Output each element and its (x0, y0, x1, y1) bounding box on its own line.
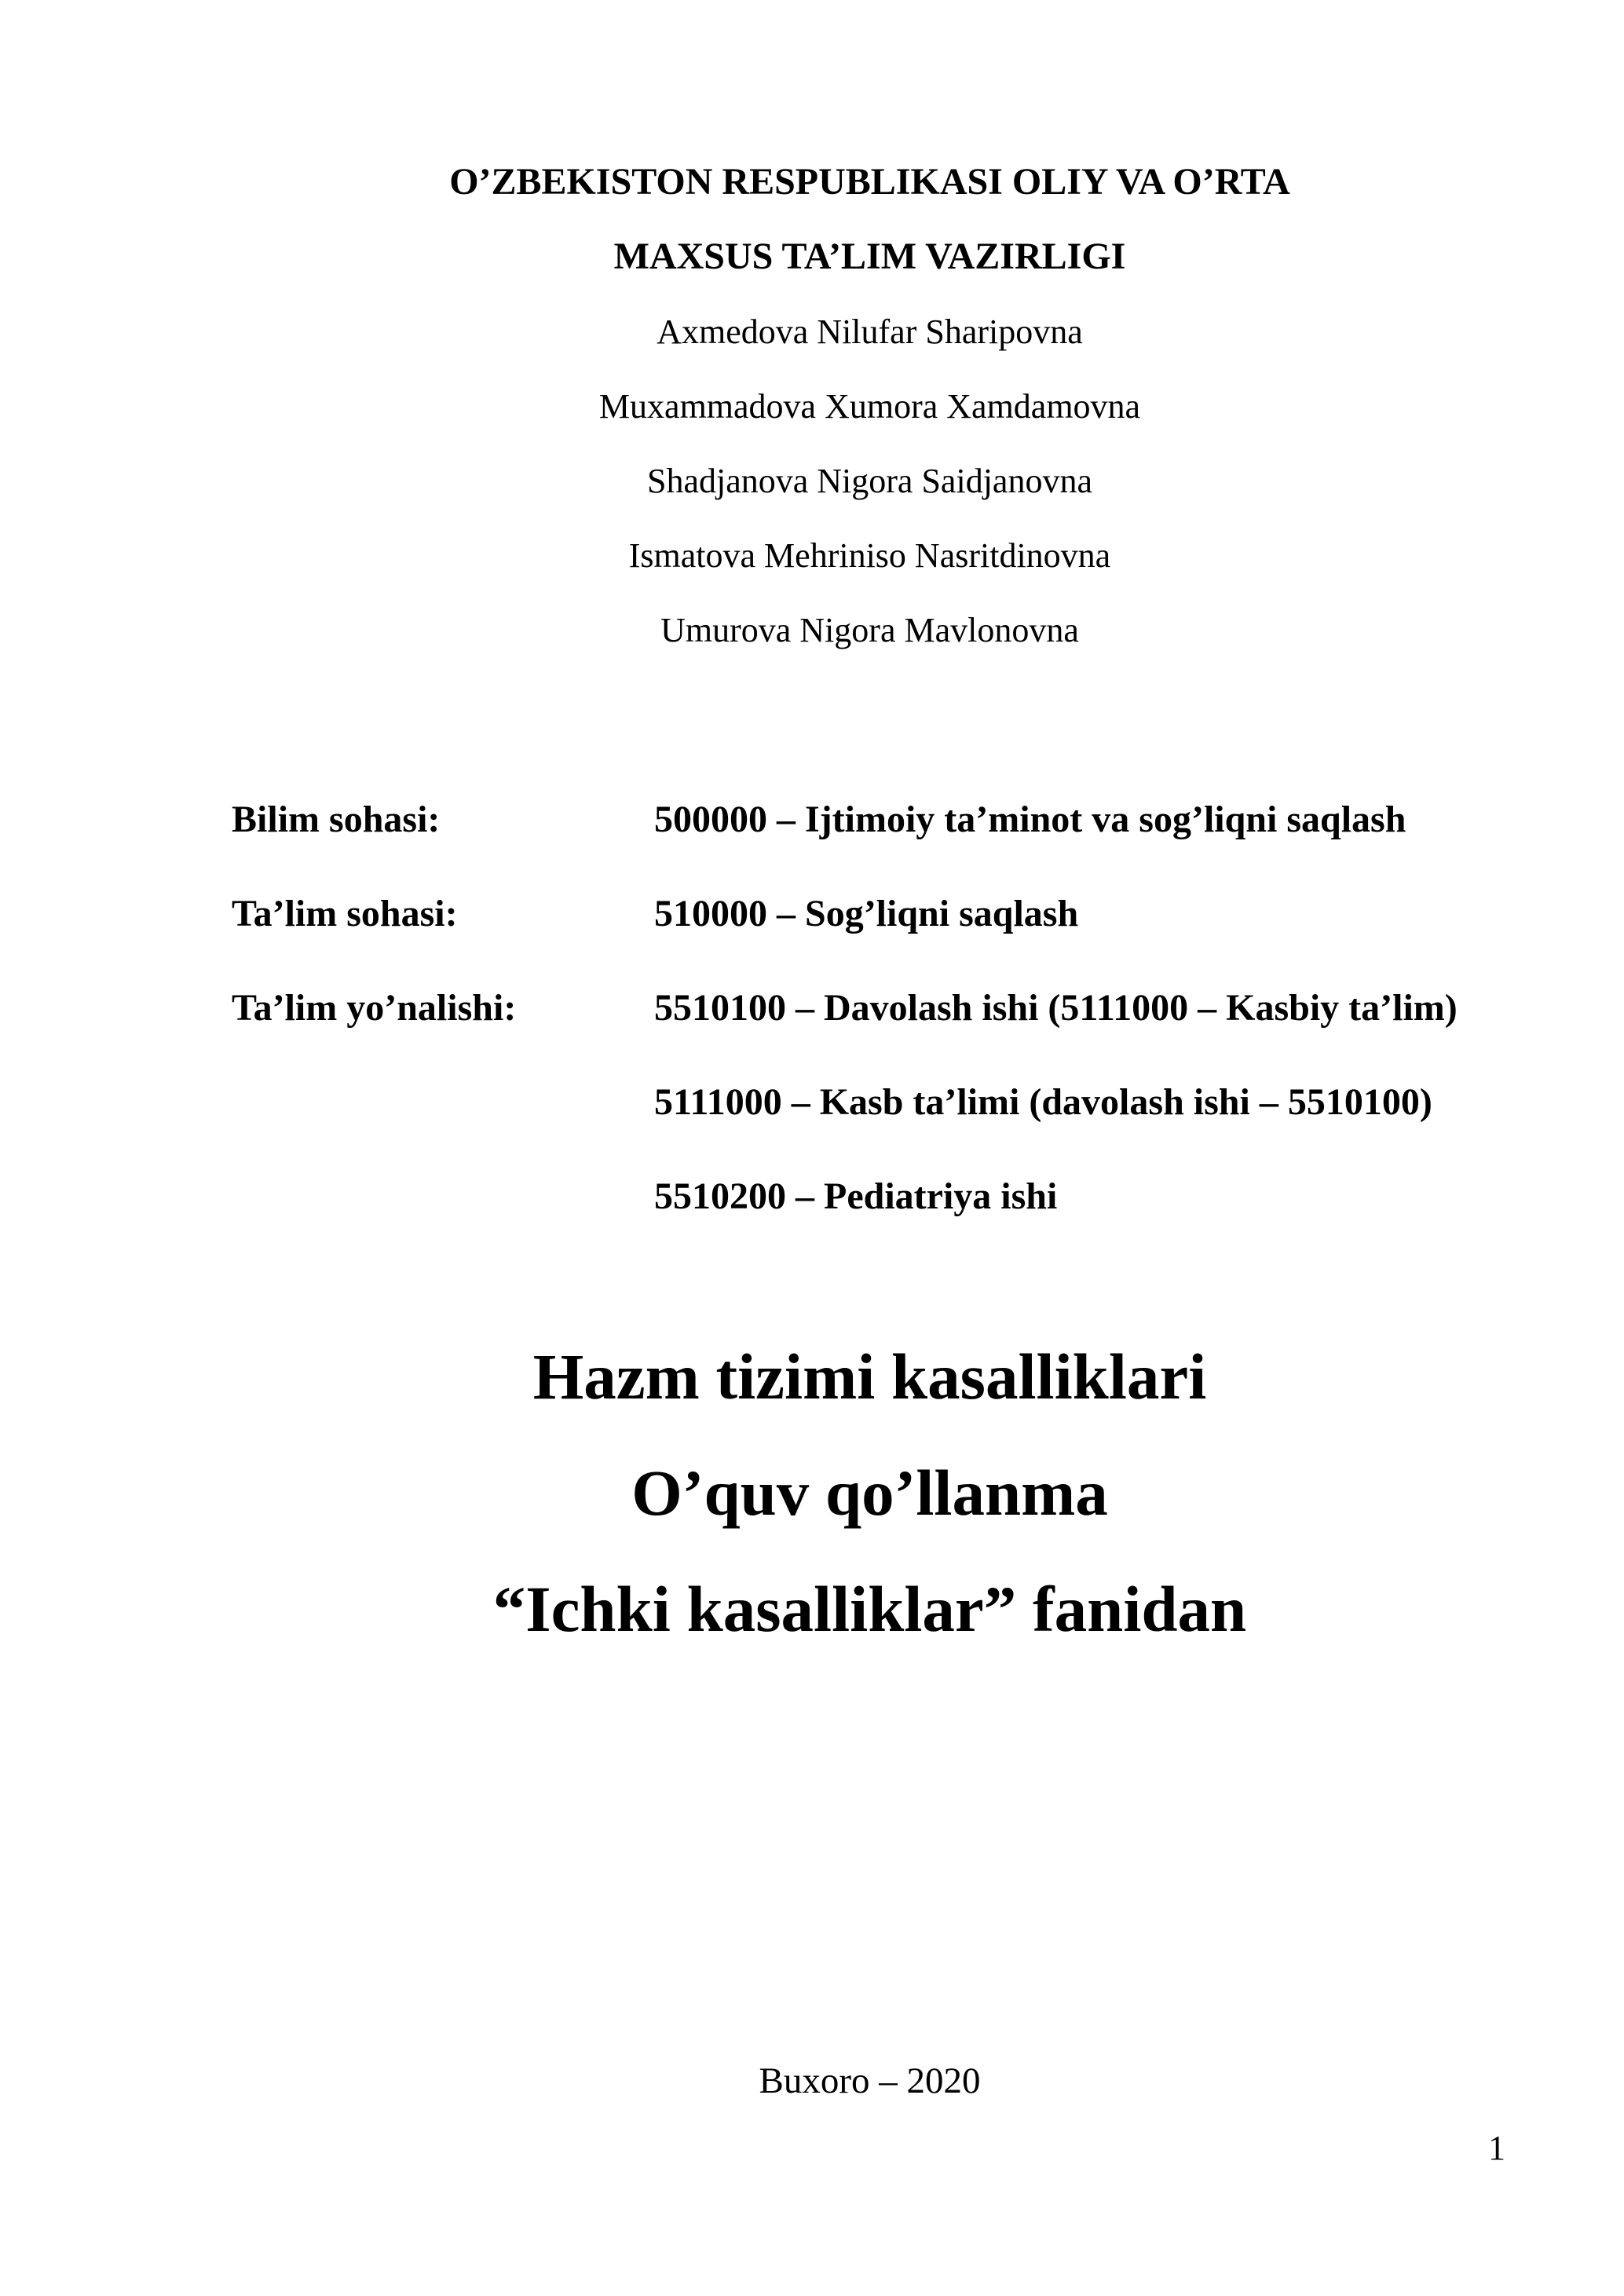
book-title-line-3: “Ichki kasalliklar” fanidan (492, 1573, 1247, 1645)
field-label-education-direction: Ta’lim yo’nalishi: (232, 987, 517, 1029)
field-value-education-area: 510000 – Sog’liqni saqlash (654, 893, 1079, 934)
ministry-header-line-2: MAXSUS TA’LIM VAZIRLIGI (613, 236, 1126, 277)
field-value-knowledge-area: 500000 – Ijtimoiy ta’minot va sog’liqni saqlash (654, 799, 1406, 840)
ministry-header-line-1: O’ZBEKISTON RESPUBLIKASI OLIY VA O’RTA (449, 161, 1290, 203)
publication-place-year: Buxoro – 2020 (759, 2060, 981, 2101)
field-row-knowledge-area (232, 801, 1508, 839)
author-name-4: Ismatova Mehriniso Nasritdinovna (628, 536, 1111, 575)
author-name-1: Axmedova Nilufar Sharipovna (657, 313, 1083, 351)
field-row-education-area (232, 895, 1508, 933)
field-value-education-direction-1: 5510100 – Davolash ishi (5111000 – Kasbiy ta’lim) (654, 987, 1458, 1029)
field-row-education-direction (232, 989, 1508, 1027)
book-title-line-1: Hazm tizimi kasalliklari (532, 1340, 1207, 1413)
field-value-education-direction-2: 5111000 – Kasb ta’limi (davolash ishi – 5510100) (654, 1081, 1432, 1123)
book-title-line-2: O’quv qo’llanma (631, 1457, 1108, 1529)
page-number: 1 (1488, 2129, 1505, 2167)
author-name-3: Shadjanova Nigora Saidjanovna (647, 462, 1092, 500)
field-row-education-direction-cont-2 (232, 1175, 1508, 1217)
field-row-education-direction-cont (232, 1081, 1508, 1123)
field-label-knowledge-area: Bilim sohasi: (232, 799, 441, 840)
author-name-2: Muxammadova Xumora Xamdamovna (598, 387, 1141, 426)
field-value-education-direction-3: 5510200 – Pediatriya ishi (654, 1175, 1058, 1217)
field-label-education-area: Ta’lim sohasi: (232, 893, 458, 934)
author-name-5: Umurova Nigora Mavlonovna (660, 611, 1079, 649)
